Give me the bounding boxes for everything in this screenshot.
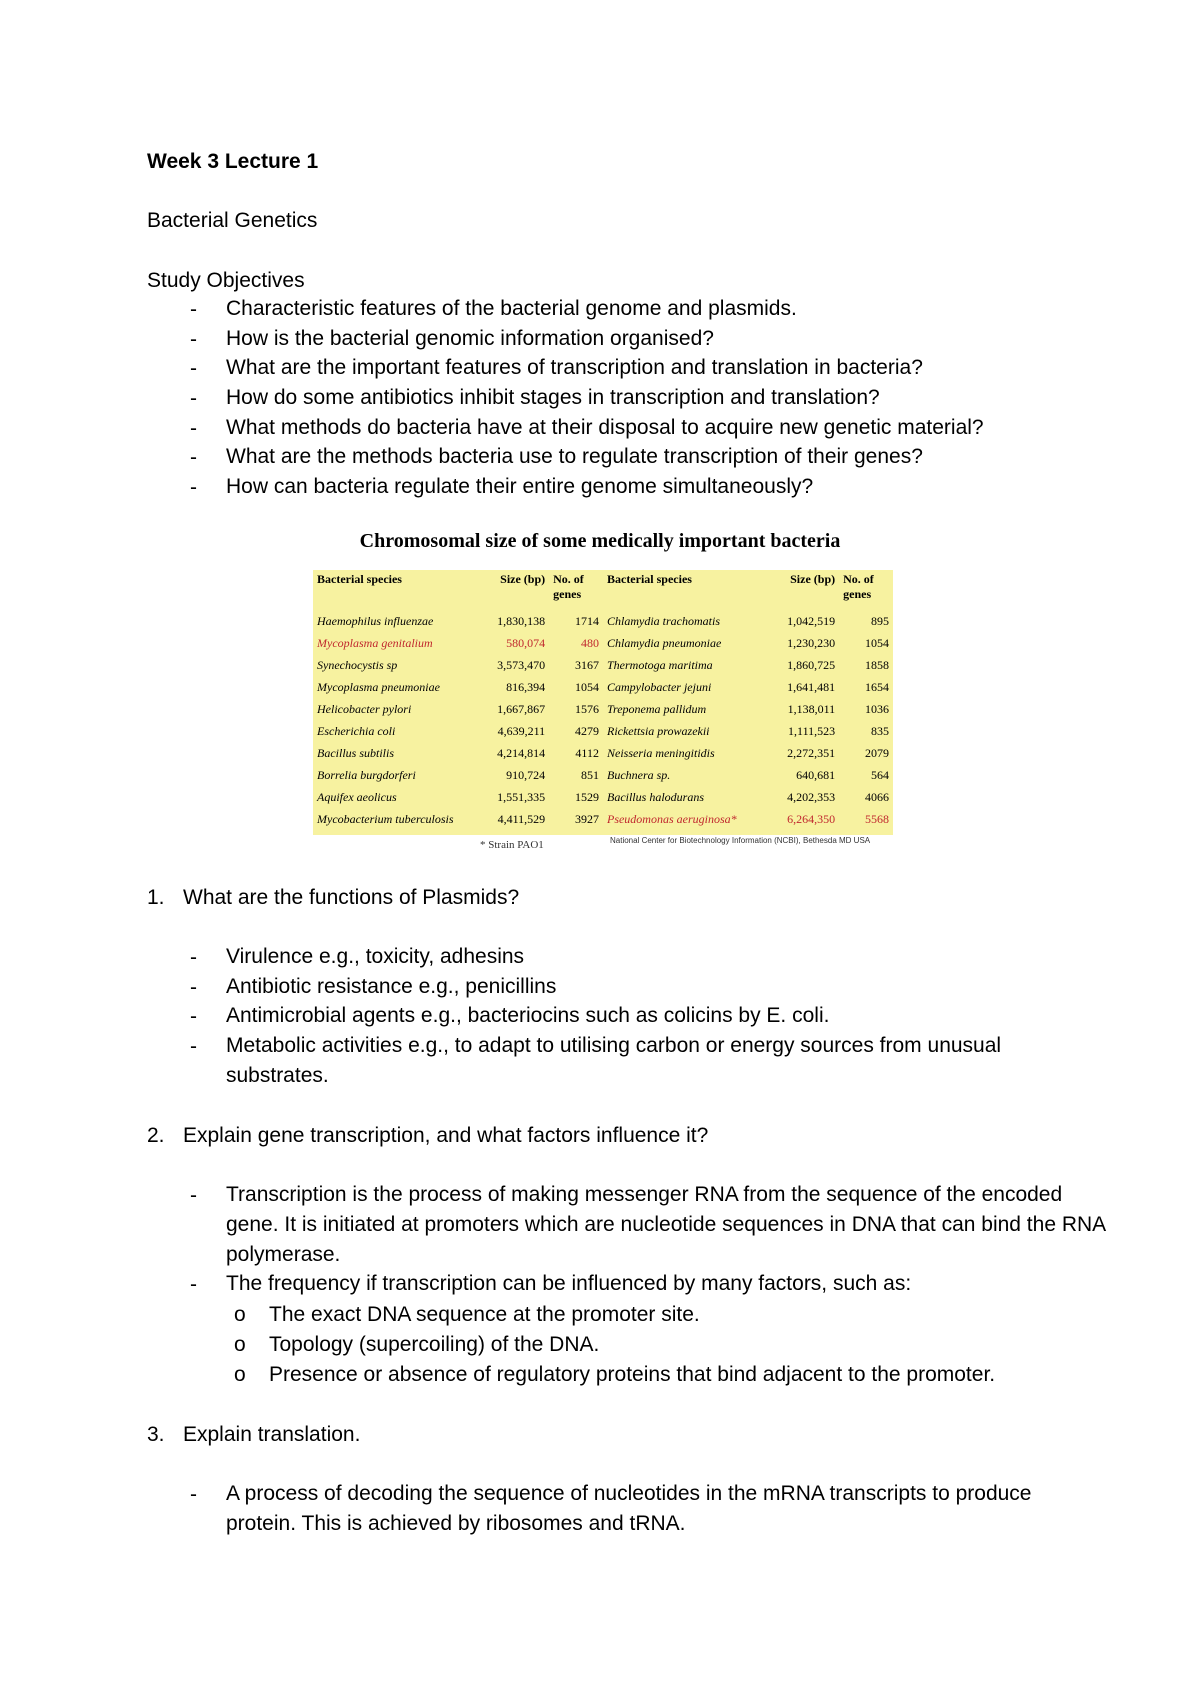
table-cell: 816,394 bbox=[506, 680, 546, 694]
dash-bullet: - bbox=[190, 387, 197, 410]
dash-bullet: - bbox=[190, 976, 197, 999]
table-cell: Escherichia coli bbox=[317, 724, 396, 738]
figure-source: National Center for Biotechnology Information (NCBI), Bethesda MD USA bbox=[610, 836, 871, 845]
table-cell: Synechocystis sp bbox=[317, 658, 398, 672]
table-cell: Thermotoga maritima bbox=[606, 658, 713, 672]
table-cell: 1529 bbox=[574, 790, 599, 804]
table-cell: 564 bbox=[871, 768, 889, 782]
table-cell: Helicobacter pylori bbox=[317, 702, 412, 716]
table-cell: 4066 bbox=[865, 790, 889, 804]
table-row bbox=[313, 610, 893, 632]
table-cell: 910,724 bbox=[506, 768, 546, 782]
table-cell: Aquifex aeolicus bbox=[317, 790, 397, 804]
dash-bullet: - bbox=[190, 328, 197, 351]
section-question: Explain gene transcription, and what factors influence it? bbox=[183, 1124, 709, 1147]
table-row bbox=[313, 698, 893, 720]
table-cell: 4,411,529 bbox=[497, 812, 546, 826]
column-header: No. of genes bbox=[843, 572, 874, 601]
objectives-heading: Study Objectives bbox=[147, 269, 305, 292]
table-cell: 5568 bbox=[865, 812, 889, 826]
table-row bbox=[313, 632, 893, 654]
table-cell: Neisseria meningitidis bbox=[606, 746, 715, 760]
table-cell: Buchnera sp. bbox=[606, 768, 671, 782]
table-cell: Pseudomonas aeruginosa* bbox=[606, 812, 737, 826]
table-cell: 2,272,351 bbox=[787, 746, 836, 760]
table-cell: 1714 bbox=[574, 614, 599, 628]
table-cell: Mycoplasma pneumoniae bbox=[317, 680, 440, 694]
table-cell: 1,042,519 bbox=[787, 614, 836, 628]
table-cell: 4,214,814 bbox=[497, 746, 546, 760]
table-cell: 1,111,523 bbox=[788, 724, 836, 738]
column-header: Bacterial species bbox=[606, 572, 692, 586]
list-item: Antibiotic resistance e.g., penicillins bbox=[226, 975, 557, 998]
list-item: What methods do bacteria have at their disposal to acquire new genetic material? bbox=[226, 416, 984, 439]
circle-bullet: o bbox=[234, 1303, 246, 1326]
list-item: A process of decoding the sequence of nucleotides in the mRNA transcripts to produce protein. This is achieved by ribosomes and tRNA. bbox=[226, 1482, 1032, 1535]
column-header: Bacterial species bbox=[317, 572, 402, 586]
table-header-row bbox=[313, 570, 893, 610]
list-item: Characteristic features of the bacterial genome and plasmids. bbox=[226, 297, 797, 320]
table-cell: 1,860,725 bbox=[787, 658, 836, 672]
dash-bullet: - bbox=[190, 1184, 197, 1207]
table-cell: Bacillus halodurans bbox=[606, 790, 704, 804]
dash-bullet: - bbox=[190, 357, 197, 380]
list-item: Antimicrobial agents e.g., bacteriocins such as colicins by E. coli. bbox=[226, 1004, 830, 1027]
section-number: 3. bbox=[147, 1423, 165, 1446]
table-cell: 895 bbox=[871, 614, 889, 628]
table-cell: 1,230,230 bbox=[787, 636, 836, 650]
list-item: What are the important features of transcription and translation in bacteria? bbox=[226, 356, 923, 379]
table-cell: 6,264,350 bbox=[787, 812, 836, 826]
table-cell: Mycobacterium tuberculosis bbox=[317, 812, 454, 826]
table-cell: 1576 bbox=[574, 702, 599, 716]
table-cell: 1,138,011 bbox=[787, 702, 836, 716]
table-row bbox=[313, 786, 893, 808]
sub-list-item: Presence or absence of regulatory proteins that bind adjacent to the promoter. bbox=[269, 1363, 996, 1386]
table-cell: 2079 bbox=[865, 746, 889, 760]
figure-footnote: * Strain PAO1 bbox=[480, 839, 544, 851]
dash-bullet: - bbox=[190, 1273, 197, 1296]
circle-bullet: o bbox=[234, 1363, 246, 1386]
table-cell: Mycoplasma genitalium bbox=[317, 636, 433, 650]
sub-list-item: The exact DNA sequence at the promoter site. bbox=[269, 1303, 700, 1326]
table-cell: 835 bbox=[871, 724, 889, 738]
list-item: What are the methods bacteria use to regulate transcription of their genes? bbox=[226, 445, 923, 468]
table-cell: 851 bbox=[580, 768, 599, 782]
table-cell: Campylobacter jejuni bbox=[606, 680, 712, 694]
table-cell: 1858 bbox=[865, 658, 889, 672]
list-item: The frequency if transcription can be influenced by many factors, such as: bbox=[226, 1272, 912, 1295]
table-cell: 4,639,211 bbox=[497, 724, 546, 738]
table-row bbox=[313, 654, 893, 676]
circle-bullet: o bbox=[234, 1333, 246, 1356]
chromosome-size-table bbox=[313, 570, 893, 835]
list-item: Metabolic activities e.g., to adapt to utilising carbon or energy sources from unusual substrates. bbox=[226, 1034, 1002, 1087]
table-cell: 1,551,335 bbox=[497, 790, 546, 804]
table-cell: 1,641,481 bbox=[787, 680, 836, 694]
table-cell: 580,074 bbox=[506, 636, 546, 650]
table-cell: 3,573,470 bbox=[497, 658, 546, 672]
dash-bullet: - bbox=[190, 446, 197, 469]
dash-bullet: - bbox=[190, 1483, 197, 1506]
lecture-subtitle: Bacterial Genetics bbox=[147, 209, 318, 232]
table-cell: 1054 bbox=[865, 636, 889, 650]
column-header: Size (bp) bbox=[790, 572, 836, 586]
table-cell: Rickettsia prowazekii bbox=[606, 724, 710, 738]
table-cell: 640,681 bbox=[796, 768, 836, 782]
section-number: 2. bbox=[147, 1124, 165, 1147]
page-title: Week 3 Lecture 1 bbox=[147, 150, 319, 173]
table-row bbox=[313, 720, 893, 742]
table-cell: 4112 bbox=[575, 746, 599, 760]
table-cell: 4,202,353 bbox=[787, 790, 836, 804]
column-header: Size (bp) bbox=[500, 572, 546, 586]
table-cell: 3927 bbox=[574, 812, 599, 826]
table-cell: Haemophilus influenzae bbox=[317, 614, 434, 628]
table-cell: 3167 bbox=[574, 658, 599, 672]
dash-bullet: - bbox=[190, 417, 197, 440]
dash-bullet: - bbox=[190, 1035, 197, 1058]
list-item: Transcription is the process of making messenger RNA from the sequence of the encoded gene. It is initiated at promoters which are nucleotide sequences in DNA that can bind the RNA polymerase. bbox=[226, 1183, 1106, 1266]
table-cell: Chlamydia pneumoniae bbox=[606, 636, 722, 650]
list-item: How is the bacterial genomic information organised? bbox=[226, 327, 714, 350]
section-question: What are the functions of Plasmids? bbox=[183, 886, 520, 909]
list-item: Virulence e.g., toxicity, adhesins bbox=[226, 945, 525, 968]
table-cell: 1036 bbox=[865, 702, 889, 716]
table-row bbox=[313, 742, 893, 764]
section-number: 1. bbox=[147, 886, 165, 909]
dash-bullet: - bbox=[190, 298, 197, 321]
dash-bullet: - bbox=[190, 946, 197, 969]
table-row bbox=[313, 764, 893, 786]
dash-bullet: - bbox=[190, 476, 197, 499]
dash-bullet: - bbox=[190, 1005, 197, 1028]
table-cell: 480 bbox=[580, 636, 599, 650]
table-cell: Chlamydia trachomatis bbox=[606, 614, 720, 628]
table-cell: Borrelia burgdorferi bbox=[317, 768, 416, 782]
table-cell: 1654 bbox=[865, 680, 889, 694]
table-row bbox=[313, 808, 893, 830]
table-row bbox=[313, 676, 893, 698]
list-item: How can bacteria regulate their entire genome simultaneously? bbox=[226, 475, 814, 498]
table-cell: Treponema pallidum bbox=[606, 702, 707, 716]
figure-title: Chromosomal size of some medically important bacteria bbox=[359, 530, 841, 552]
list-item: How do some antibiotics inhibit stages in transcription and translation? bbox=[226, 386, 880, 409]
table-cell: 1,667,867 bbox=[497, 702, 546, 716]
table-cell: 1,830,138 bbox=[497, 614, 546, 628]
sub-list-item: Topology (supercoiling) of the DNA. bbox=[269, 1333, 600, 1356]
section-question: Explain translation. bbox=[183, 1423, 361, 1446]
table-cell: 1054 bbox=[574, 680, 599, 694]
column-header: No. of genes bbox=[553, 572, 584, 601]
table-cell: 4279 bbox=[574, 724, 599, 738]
table-cell: Bacillus subtilis bbox=[317, 746, 395, 760]
